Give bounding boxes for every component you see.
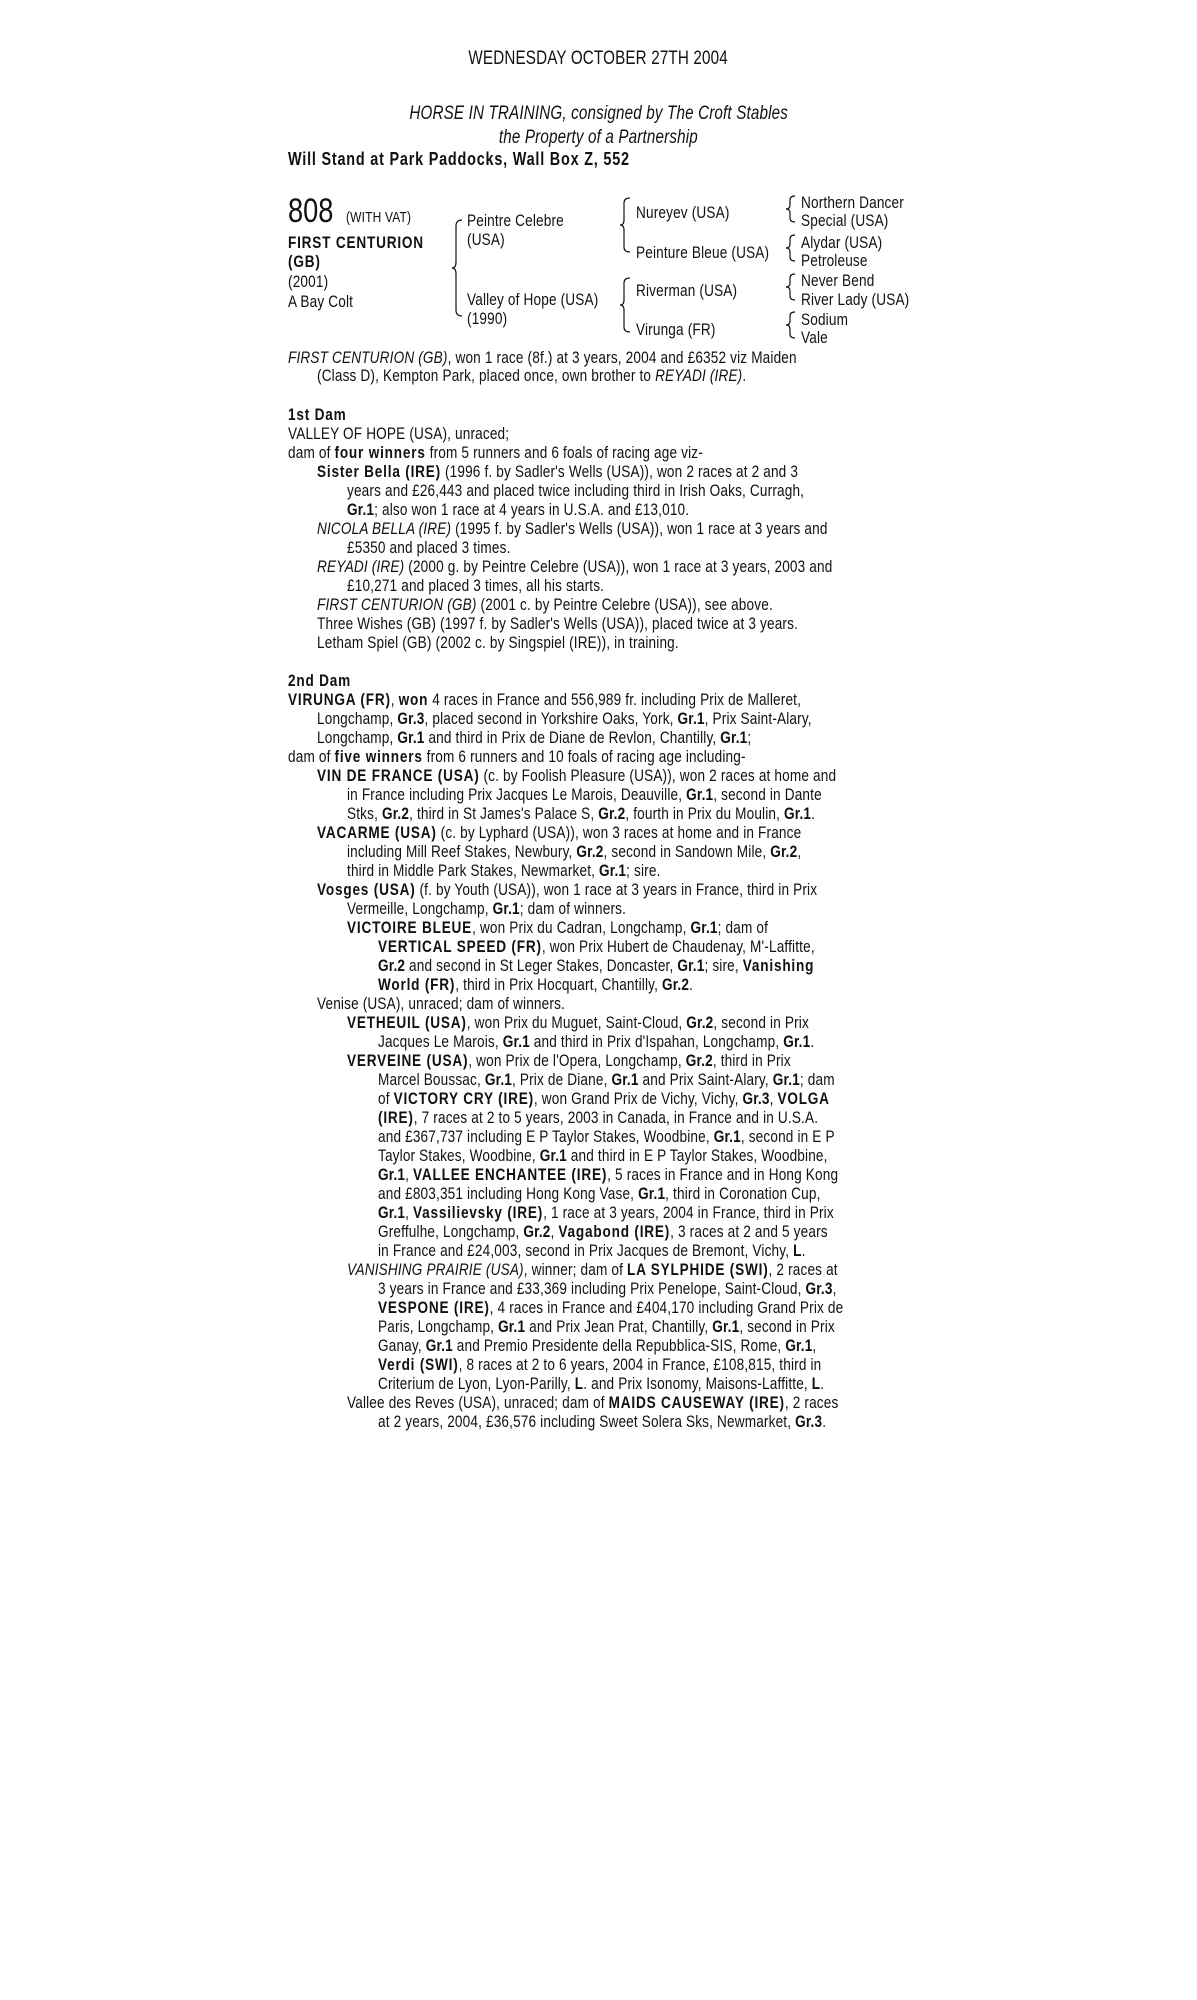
sd-vb3e: Vanishing bbox=[742, 956, 815, 975]
sd-vo1b: (f. by Youth (USA)), won 1 race at 3 years in France, third in Prix bbox=[415, 880, 818, 899]
fd-row-7: £5350 and placed 3 times. bbox=[347, 538, 511, 557]
sd-vv10e: , 3 races at 2 and 5 years bbox=[670, 1222, 828, 1241]
sd-vo-1 bbox=[317, 880, 817, 899]
sd-vv3b: VICTORY CRY (IRE) bbox=[393, 1089, 534, 1108]
pedigree-sd: Peinture Bleue (USA) bbox=[636, 243, 770, 262]
sd-vr-2 bbox=[378, 1412, 826, 1431]
sd-vf1b: (c. by Foolish Pleasure (USA)), won 2 races at home and bbox=[479, 766, 837, 785]
summary-line-2 bbox=[317, 366, 746, 385]
sd-vf-2 bbox=[347, 785, 822, 804]
sd-vp-2 bbox=[378, 1279, 837, 1298]
summary-end: . bbox=[742, 366, 747, 385]
sd-vo2a: Vermeille, Longchamp, bbox=[347, 899, 493, 918]
lot-number: 808 bbox=[288, 192, 334, 230]
sd-vp7a: Criterium de Lyon, Lyon-Parilly, bbox=[378, 1374, 575, 1393]
sd-vp2a: 3 years in France and £33,369 including Prix Penelope, Saint-Cloud, bbox=[378, 1279, 806, 1298]
fd-l10b: (2001 c. by Peintre Celebre (USA)), see above. bbox=[476, 595, 773, 614]
sd-vr2a: at 2 years, 2004, £36,576 including Sweet Solera Sks, Newmarket, bbox=[378, 1412, 796, 1431]
pedigree-dam: Valley of Hope (USA) bbox=[467, 290, 599, 309]
fd-l6a: NICOLA BELLA (IRE) bbox=[317, 519, 452, 538]
sd-va-2 bbox=[347, 842, 801, 861]
sd-va-1 bbox=[317, 823, 801, 842]
summary-brother: REYADI (IRE) bbox=[655, 366, 743, 385]
sd-vr2b: Gr.3 bbox=[795, 1412, 823, 1431]
sd-vp2c: , bbox=[832, 1279, 837, 1298]
fd-row-6 bbox=[317, 519, 828, 538]
sd-v3c: and third in Prix de Diane de Revlon, Chantilly, bbox=[424, 728, 721, 747]
sd-vv-10 bbox=[378, 1222, 828, 1241]
sd-vv1b: , won Prix de l'Opera, Longchamp, bbox=[468, 1051, 686, 1070]
pedigree-brace-dam bbox=[620, 276, 632, 334]
sd-vt2b: Gr.1 bbox=[502, 1032, 530, 1051]
consignment-text-1: HORSE IN TRAINING, consigned by The Croft Stables bbox=[409, 103, 788, 124]
sd-vo2b: Gr.1 bbox=[492, 899, 520, 918]
sd-v2e: , Prix Saint-Alary, bbox=[704, 709, 812, 728]
sd-vv3e: , bbox=[769, 1089, 778, 1108]
pedigree-brace-ds bbox=[786, 272, 796, 302]
sd-vt1c: Gr.2 bbox=[686, 1013, 714, 1032]
sd-vp-4 bbox=[378, 1317, 835, 1336]
sd-vv-4 bbox=[378, 1108, 818, 1127]
sd-vp4e: , second in Prix bbox=[739, 1317, 835, 1336]
sd-vf3g: . bbox=[811, 804, 816, 823]
sd-vv7a: Gr.1 bbox=[378, 1165, 406, 1184]
sd-vv10d: Vagabond (IRE) bbox=[558, 1222, 671, 1241]
summary-text-1: , won 1 race (8f.) at 3 years, 2004 and £6352 viz Maiden bbox=[447, 348, 797, 367]
sd-vf3e: , fourth in Prix du Moulin, bbox=[625, 804, 785, 823]
sd-vp3b: , 4 races in France and £404,170 including Grand Prix de bbox=[489, 1298, 844, 1317]
fd-l8b: (2000 g. by Peintre Celebre (USA)), won 1 race at 3 years, 2003 and bbox=[404, 557, 833, 576]
sd-vb-2 bbox=[378, 937, 815, 956]
sd-vt2d: Gr.1 bbox=[783, 1032, 811, 1051]
fd-l5b: ; also won 1 race at 4 years in U.S.A. and £13,010. bbox=[374, 500, 690, 519]
sd-vv3f: VOLGA bbox=[777, 1089, 830, 1108]
sd-vp1b: , winner; dam of bbox=[523, 1260, 627, 1279]
sd-vf3c: , third in St James's Palace S, bbox=[409, 804, 599, 823]
sd-vp6a: Verdi (SWI) bbox=[378, 1355, 459, 1374]
first-dam-produce-line bbox=[288, 443, 703, 462]
vat-label: (WITH VAT) bbox=[346, 209, 412, 226]
sd-v4a: dam of bbox=[288, 747, 335, 766]
sd-vv7b: , bbox=[405, 1165, 413, 1184]
sd-vv7d: , 5 races in France and in Hong Kong bbox=[607, 1165, 839, 1184]
fd-l2a: dam of bbox=[288, 443, 335, 462]
sd-v3b: Gr.1 bbox=[397, 728, 425, 747]
fd-row-5 bbox=[347, 500, 689, 519]
sd-vb1b: , won Prix du Cadran, Longchamp, bbox=[472, 918, 691, 937]
sale-date-text: WEDNESDAY OCTOBER 27TH 2004 bbox=[468, 48, 729, 69]
sd-vr1a: Vallee des Reves (USA), unraced; dam of bbox=[347, 1393, 609, 1412]
sd-vv4b: , 7 races at 2 to 5 years, 2003 in Canada, in France and in U.S.A. bbox=[413, 1108, 819, 1127]
sd-vt2e: . bbox=[810, 1032, 815, 1051]
sd-vp7c: . and Prix Isonomy, Maisons-Laffitte, bbox=[583, 1374, 812, 1393]
sd-vv10c: , bbox=[550, 1222, 559, 1241]
sd-va-3 bbox=[347, 861, 661, 880]
sd-va3a: third in Middle Park Stakes, Newmarket, bbox=[347, 861, 600, 880]
sd-vp3a: VESPONE (IRE) bbox=[378, 1298, 490, 1317]
pedigree-dsd: River Lady (USA) bbox=[801, 290, 910, 309]
sd-vv9c: Vassilievsky (IRE) bbox=[413, 1203, 544, 1222]
pedigree-sire: Peintre Celebre bbox=[467, 211, 564, 230]
fd-row-3 bbox=[317, 462, 798, 481]
fd-row-11: Three Wishes (GB) (1997 f. by Sadler's Wells (USA)), placed twice at 3 years. bbox=[317, 614, 799, 633]
pedigree-brace-dd bbox=[786, 310, 796, 340]
sd-v3a: Longchamp, bbox=[317, 728, 398, 747]
sd-vf-1 bbox=[317, 766, 836, 785]
sd-vr-1 bbox=[347, 1393, 838, 1412]
fd-l3a: Sister Bella (IRE) bbox=[317, 462, 441, 481]
sd-vt2c: and third in Prix d'Ispahan, Longchamp, bbox=[529, 1032, 784, 1051]
sd-vv2b: Gr.1 bbox=[484, 1070, 512, 1089]
sd-vv4a: (IRE) bbox=[378, 1108, 414, 1127]
sd-vv11a: in France and £24,003, second in Prix Jacques de Bremont, Vichy, bbox=[378, 1241, 794, 1260]
sd-v1d: 4 races in France and 556,989 fr. including Prix de Malleret, bbox=[428, 690, 802, 709]
pedigree-dd: Virunga (FR) bbox=[636, 320, 716, 339]
sd-va1a: VACARME (USA) bbox=[317, 823, 437, 842]
sd-vt1b: , won Prix du Muguet, Saint-Cloud, bbox=[466, 1013, 687, 1032]
sd-vp5a: Ganay, bbox=[378, 1336, 426, 1355]
pedigree-brace-sd bbox=[786, 233, 796, 263]
fd-row-8 bbox=[317, 557, 832, 576]
sd-v1b: , bbox=[390, 690, 399, 709]
sd-va2d: Gr.2 bbox=[770, 842, 798, 861]
sd-vt-1 bbox=[347, 1013, 809, 1032]
sd-vv-6 bbox=[378, 1146, 828, 1165]
sd-vv2c: , Prix de Diane, bbox=[511, 1070, 612, 1089]
sd-vp-1 bbox=[347, 1260, 838, 1279]
sd-row-4 bbox=[288, 747, 746, 766]
sd-vv5b: Gr.1 bbox=[713, 1127, 741, 1146]
sd-vv8b: Gr.1 bbox=[638, 1184, 666, 1203]
fd-l3b: (1996 f. by Sadler's Wells (USA)), won 2 races at 2 and 3 bbox=[441, 462, 799, 481]
horse-name: FIRST CENTURION bbox=[288, 233, 424, 252]
sd-vr1c: , 2 races bbox=[784, 1393, 839, 1412]
sd-vv11b: L bbox=[793, 1241, 802, 1260]
sd-vb-1 bbox=[347, 918, 768, 937]
summary-line-1 bbox=[288, 348, 797, 367]
sd-vv1c: Gr.2 bbox=[685, 1051, 713, 1070]
pedigree-dss: Never Bend bbox=[801, 271, 875, 290]
sd-vv6a: Taylor Stakes, Woodbine, bbox=[378, 1146, 540, 1165]
consignment-text-2: the Property of a Partnership bbox=[499, 127, 698, 148]
sd-vf2b: Gr.1 bbox=[686, 785, 714, 804]
sd-vv-8 bbox=[378, 1184, 821, 1203]
consignment-line-1 bbox=[0, 103, 1197, 125]
sd-va2b: Gr.2 bbox=[576, 842, 604, 861]
pedigree-ssd: Special (USA) bbox=[801, 211, 889, 230]
sd-row-1 bbox=[288, 690, 801, 709]
sd-vv8a: and £803,351 including Hong Kong Vase, bbox=[378, 1184, 639, 1203]
pedigree-dds: Sodium bbox=[801, 310, 849, 329]
sd-vp6b: , 8 races at 2 to 6 years, 2004 in France, £108,815, third in bbox=[458, 1355, 822, 1374]
sd-row-2 bbox=[317, 709, 812, 728]
sd-vv-1 bbox=[347, 1051, 791, 1070]
sd-vb3c: Gr.1 bbox=[677, 956, 705, 975]
sd-ve-1: Venise (USA), unraced; dam of winners. bbox=[317, 994, 565, 1013]
pedigree-dam-year: (1990) bbox=[467, 309, 508, 328]
horse-year: (2001) bbox=[288, 272, 329, 291]
sd-vv2a: Marcel Boussac, bbox=[378, 1070, 485, 1089]
sd-vv9a: Gr.1 bbox=[378, 1203, 406, 1222]
sd-vv-3 bbox=[378, 1089, 830, 1108]
sd-row-3 bbox=[317, 728, 751, 747]
sd-v2a: Longchamp, bbox=[317, 709, 398, 728]
pedigree-ddd: Vale bbox=[801, 328, 828, 347]
sd-vb3a: Gr.2 bbox=[378, 956, 406, 975]
sd-vf1a: VIN DE FRANCE (USA) bbox=[317, 766, 480, 785]
sd-vt1d: , second in Prix bbox=[713, 1013, 809, 1032]
sd-vv10a: Greffulhe, Longchamp, bbox=[378, 1222, 524, 1241]
fd-l5a: Gr.1 bbox=[347, 500, 375, 519]
sd-vb4b: , third in Prix Hocquart, Chantilly, bbox=[455, 975, 662, 994]
sd-vf3f: Gr.1 bbox=[784, 804, 812, 823]
sd-vb4c: Gr.2 bbox=[661, 975, 690, 994]
sd-vb1c: Gr.1 bbox=[690, 918, 718, 937]
fd-row-9: £10,271 and placed 3 times, all his starts. bbox=[347, 576, 605, 595]
sd-v1c: won bbox=[398, 690, 429, 709]
sd-vp5d: Gr.1 bbox=[785, 1336, 813, 1355]
second-dam-heading: 2nd Dam bbox=[288, 671, 352, 690]
sd-vt2a: Jacques Le Marois, bbox=[378, 1032, 503, 1051]
sd-v3e: ; bbox=[747, 728, 752, 747]
sd-vv-5 bbox=[378, 1127, 835, 1146]
sd-v2d: Gr.1 bbox=[677, 709, 705, 728]
sd-vp-6 bbox=[378, 1355, 821, 1374]
pedigree-sds: Alydar (USA) bbox=[801, 233, 883, 252]
sd-vv3a: of bbox=[378, 1089, 394, 1108]
sd-vp1a: VANISHING PRAIRIE (USA) bbox=[347, 1260, 524, 1279]
sd-vv3d: Gr.3 bbox=[742, 1089, 770, 1108]
sd-vb3b: and second in St Leger Stakes, Doncaster, bbox=[405, 956, 678, 975]
sd-vp-7 bbox=[378, 1374, 824, 1393]
sd-vv6b: Gr.1 bbox=[539, 1146, 567, 1165]
sd-vv8c: , third in Coronation Cup, bbox=[665, 1184, 821, 1203]
sd-va1b: (c. by Lyphard (USA)), won 3 races at home and in France bbox=[436, 823, 802, 842]
pedigree-brace-ss bbox=[786, 194, 796, 224]
sd-vv2e: and Prix Saint-Alary, bbox=[638, 1070, 773, 1089]
sd-vp5c: and Premio Presidente della Repubblica-SIS, Rome, bbox=[452, 1336, 786, 1355]
sd-vb-4 bbox=[378, 975, 693, 994]
sd-vb1a: VICTOIRE BLEUE bbox=[347, 918, 473, 937]
consignment-line-3: Will Stand at Park Paddocks, Wall Box Z, 552 bbox=[288, 149, 630, 169]
fd-row-10 bbox=[317, 595, 773, 614]
first-dam-heading: 1st Dam bbox=[288, 405, 347, 424]
sd-vp7d: L bbox=[811, 1374, 821, 1393]
pedigree-sss: Northern Dancer bbox=[801, 193, 904, 212]
fd-row-12: Letham Spiel (GB) (2002 c. by Singspiel (IRE)), in training. bbox=[317, 633, 679, 652]
sd-vf2c: , second in Dante bbox=[713, 785, 822, 804]
sd-vb4a: World (FR) bbox=[378, 975, 456, 994]
sd-vr1b: MAIDS CAUSEWAY (IRE) bbox=[608, 1393, 785, 1412]
sd-vp7e: . bbox=[820, 1374, 825, 1393]
sd-vo2c: ; dam of winners. bbox=[519, 899, 627, 918]
fd-l10a: FIRST CENTURION (GB) bbox=[317, 595, 477, 614]
sd-v4c: from 6 runners and 10 foals of racing age including- bbox=[422, 747, 746, 766]
sd-vp4d: Gr.1 bbox=[712, 1317, 740, 1336]
consignment-line-2 bbox=[0, 127, 1197, 149]
fd-l6b: (1995 f. by Sadler's Wells (USA)), won 1 race at 3 years and bbox=[451, 519, 828, 538]
sd-vb1d: ; dam of bbox=[717, 918, 769, 937]
pedigree-brace-main bbox=[452, 218, 464, 318]
sd-va2a: including Mill Reef Stakes, Newbury, bbox=[347, 842, 577, 861]
sd-vv1d: , third in Prix bbox=[712, 1051, 791, 1070]
fd-l2b: four winners bbox=[334, 443, 426, 462]
sd-vv-11 bbox=[378, 1241, 806, 1260]
sd-vp4a: Paris, Longchamp, bbox=[378, 1317, 499, 1336]
sd-v3d: Gr.1 bbox=[720, 728, 748, 747]
sd-vv9b: , bbox=[405, 1203, 413, 1222]
horse-description: A Bay Colt bbox=[288, 292, 354, 311]
sd-vp5e: , bbox=[812, 1336, 817, 1355]
sd-vf3a: Stks, bbox=[347, 804, 382, 823]
sd-vv7c: VALLEE ENCHANTEE (IRE) bbox=[413, 1165, 608, 1184]
sd-vv10b: Gr.2 bbox=[523, 1222, 551, 1241]
horse-origin: (GB) bbox=[288, 252, 321, 271]
sd-vf3d: Gr.2 bbox=[598, 804, 626, 823]
sd-va3b: Gr.1 bbox=[599, 861, 627, 880]
sd-vb4d: . bbox=[689, 975, 694, 994]
sd-vp5b: Gr.1 bbox=[425, 1336, 453, 1355]
sd-vv2g: ; dam bbox=[799, 1070, 835, 1089]
sd-vv3c: , won Grand Prix de Vichy, Vichy, bbox=[533, 1089, 743, 1108]
sd-vv2f: Gr.1 bbox=[772, 1070, 800, 1089]
sd-vp4c: and Prix Jean Prat, Chantilly, bbox=[525, 1317, 713, 1336]
sd-vp-3 bbox=[378, 1298, 843, 1317]
sd-v2c: , placed second in Yorkshire Oaks, York, bbox=[424, 709, 678, 728]
sd-vv1a: VERVEINE (USA) bbox=[347, 1051, 469, 1070]
sale-date bbox=[0, 48, 1197, 70]
sd-va2c: , second in Sandown Mile, bbox=[603, 842, 771, 861]
sd-vo1a: Vosges (USA) bbox=[317, 880, 416, 899]
sd-v1a: VIRUNGA (FR) bbox=[288, 690, 391, 709]
sd-va3c: ; sire. bbox=[626, 861, 661, 880]
pedigree-sdd: Petroleuse bbox=[801, 251, 868, 270]
sd-vb-3 bbox=[378, 956, 814, 975]
sd-vo-2 bbox=[347, 899, 626, 918]
sd-vr2c: . bbox=[822, 1412, 827, 1431]
sd-vv-2 bbox=[378, 1070, 835, 1089]
sd-va2e: , bbox=[797, 842, 802, 861]
first-dam-line: VALLEY OF HOPE (USA), unraced; bbox=[288, 424, 510, 443]
sd-vb3d: ; sire, bbox=[704, 956, 743, 975]
sd-vv9d: , 1 race at 3 years, 2004 in France, third in Prix bbox=[543, 1203, 834, 1222]
sd-v2b: Gr.3 bbox=[397, 709, 425, 728]
sd-vt-2 bbox=[378, 1032, 814, 1051]
sd-vf-3 bbox=[347, 804, 815, 823]
sd-v4b: five winners bbox=[334, 747, 423, 766]
sd-vp2b: Gr.3 bbox=[805, 1279, 833, 1298]
fd-row-4: years and £26,443 and placed twice including third in Irish Oaks, Curragh, bbox=[347, 481, 805, 500]
sd-vp1d: , 2 races at bbox=[768, 1260, 838, 1279]
sd-vt1a: VETHEUIL (USA) bbox=[347, 1013, 467, 1032]
sd-vv11c: . bbox=[801, 1241, 806, 1260]
sd-vp1c: LA SYLPHIDE (SWI) bbox=[627, 1260, 769, 1279]
sd-vp-5 bbox=[378, 1336, 816, 1355]
sd-vv5a: and £367,737 including E P Taylor Stakes, Woodbine, bbox=[378, 1127, 714, 1146]
sd-vv-7 bbox=[378, 1165, 838, 1184]
sd-vb2a: VERTICAL SPEED (FR) bbox=[378, 937, 542, 956]
summary-name: FIRST CENTURION (GB) bbox=[288, 348, 448, 367]
sd-vv6c: and third in E P Taylor Stakes, Woodbine, bbox=[566, 1146, 828, 1165]
sd-vf2a: in France including Prix Jacques Le Marois, Deauville, bbox=[347, 785, 687, 804]
pedigree-sire-origin: (USA) bbox=[467, 230, 505, 249]
summary-text-2: (Class D), Kempton Park, placed once, own brother to bbox=[317, 366, 656, 385]
pedigree-ds: Riverman (USA) bbox=[636, 281, 738, 300]
sd-vv5c: , second in E P bbox=[740, 1127, 835, 1146]
sd-vp4b: Gr.1 bbox=[498, 1317, 526, 1336]
fd-l8a: REYADI (IRE) bbox=[317, 557, 405, 576]
pedigree-ss: Nureyev (USA) bbox=[636, 203, 730, 222]
sd-vf3b: Gr.2 bbox=[381, 804, 410, 823]
sd-vv2d: Gr.1 bbox=[611, 1070, 639, 1089]
sd-vv-9 bbox=[378, 1203, 834, 1222]
sd-vp7b: L bbox=[574, 1374, 584, 1393]
pedigree-brace-sire bbox=[620, 196, 632, 254]
fd-l2c: from 5 runners and 6 foals of racing age viz- bbox=[425, 443, 703, 462]
sd-vb2b: , won Prix Hubert de Chaudenay, M'-Laffitte, bbox=[541, 937, 815, 956]
